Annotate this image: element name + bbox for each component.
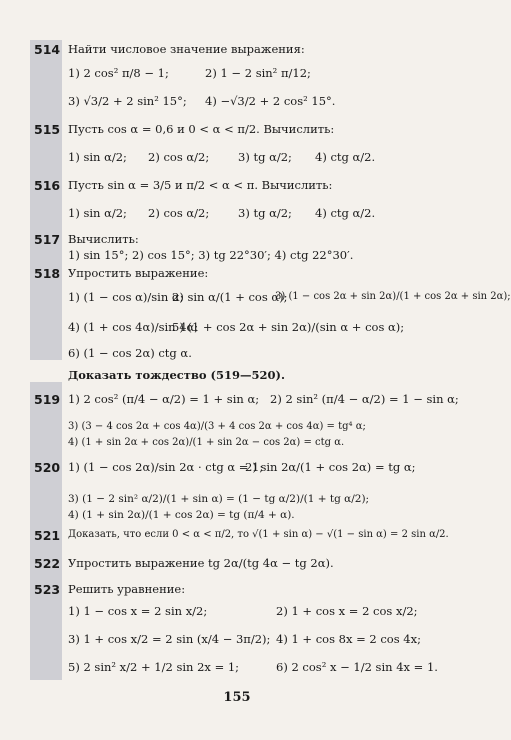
problem-item: 2) cos α/2; (148, 150, 210, 164)
problem-item: 1) 1 − cos x = 2 sin x/2; (68, 604, 208, 618)
problem-item: 6) 2 cos² x − 1/2 sin 4x = 1. (276, 660, 438, 674)
problem-item: 4) (1 + sin 2α + cos 2α)/(1 + sin 2α − cos 2α) = ctg α. (68, 437, 345, 448)
problem-item: 1) sin α/2; (68, 150, 127, 164)
problem-item: 4) ctg α/2. (315, 150, 376, 164)
problem-item: 2) sin α/(1 + cos α); (172, 290, 288, 304)
problem-item: 1) (1 − cos α)/sin α; (68, 290, 184, 304)
margin-band-top (30, 40, 62, 360)
problem-text: Доказать, что если 0 < α < π/2, то √(1 + sin α) − √(1 − sin α) = 2 sin α/2. (68, 529, 449, 540)
problem-item: 4) (1 + sin 2α)/(1 + cos 2α) = tg (π/4 + α). (68, 509, 295, 521)
problem-item: 2) sin 2α/(1 + cos 2α) = tg α; (245, 460, 416, 474)
problem-item: 4) −√3/2 + 2 cos² 15°. (205, 94, 336, 108)
problem-item: 3) (3 − 4 cos 2α + cos 4α)/(3 + 4 cos 2α + cos 4α) = tg⁴ α; (68, 421, 366, 432)
section-heading: Доказать тождество (519—520). (68, 368, 285, 382)
problem-item: 3) tg α/2; (238, 150, 292, 164)
problem-number: 522 (34, 556, 61, 571)
problem-item: 1) 2 cos² π/8 − 1; (68, 66, 169, 80)
problem-text: Упростить выражение: (68, 266, 209, 280)
problem-item: 1) sin α/2; (68, 206, 127, 220)
problem-text: Пусть sin α = 3/5 и π/2 < α < π. Вычислить: (68, 178, 333, 192)
problem-item: 2) 1 − 2 sin² π/12; (205, 66, 311, 80)
problem-number: 519 (34, 392, 61, 407)
problem-number: 514 (34, 42, 61, 57)
problem-number: 523 (34, 582, 61, 597)
problem-item: 5) (1 + cos 2α + sin 2α)/(sin α + cos α); (172, 320, 405, 334)
problem-item: 4) 1 + cos 8x = 2 cos 4x; (276, 632, 421, 646)
problem-item: 4) (1 + cos 4α)/sin 4α; (68, 320, 199, 334)
problem-item: 2) 1 + cos x = 2 cos x/2; (276, 604, 418, 618)
problem-text: Вычислить: (68, 232, 139, 246)
problem-item: 3) (1 − 2 sin² α/2)/(1 + sin α) = (1 − tg α/2)/(1 + tg α/2); (68, 493, 370, 505)
problem-text: Найти числовое значение выражения: (68, 42, 305, 56)
problem-number: 515 (34, 122, 61, 137)
problem-item: 4) ctg α/2. (315, 206, 376, 220)
problem-text: Упростить выражение tg 2α/(tg 4α − tg 2α). (68, 556, 334, 570)
problem-number: 518 (34, 266, 61, 281)
problem-item: 3) √3/2 + 2 sin² 15°; (68, 94, 187, 108)
problem-item: 5) 2 sin² x/2 + 1/2 sin 2x = 1; (68, 660, 240, 674)
problem-number: 521 (34, 528, 61, 543)
problem-item: 3) (1 − cos 2α + sin 2α)/(1 + cos 2α + sin 2α); (275, 291, 511, 302)
problem-number: 516 (34, 178, 61, 193)
problem-item: 2) cos α/2; (148, 206, 210, 220)
problem-text: Решить уравнение: (68, 582, 186, 596)
problem-text: Пусть cos α = 0,6 и 0 < α < π/2. Вычислить: (68, 122, 335, 136)
problem-item: 2) 2 sin² (π/4 − α/2) = 1 − sin α; (270, 392, 459, 406)
problem-item: 3) 1 + cos x/2 = 2 sin (x/4 − 3π/2); (68, 632, 271, 646)
problem-item: 6) (1 − cos 2α) ctg α. (68, 346, 192, 360)
problem-item: 1) (1 − cos 2α)/sin 2α · ctg α = 1; (68, 460, 264, 474)
problem-item: 3) tg α/2; (238, 206, 292, 220)
problem-number: 517 (34, 232, 61, 247)
problem-number: 520 (34, 460, 61, 475)
problem-item: 1) sin 15°; 2) cos 15°; 3) tg 22°30′; 4) ctg 22°30′. (68, 248, 354, 262)
page-number: 155 (223, 690, 251, 705)
problem-item: 1) 2 cos² (π/4 − α/2) = 1 + sin α; (68, 392, 260, 406)
